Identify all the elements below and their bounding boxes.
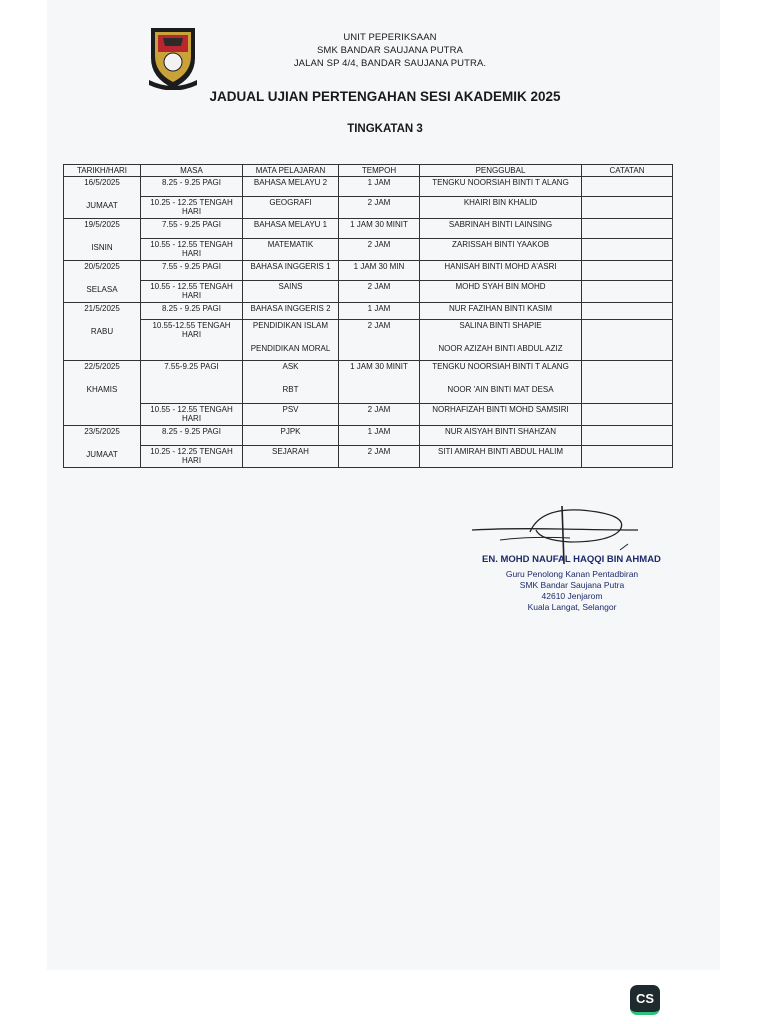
school-name: SMK BANDAR SAUJANA PUTRA [317, 45, 463, 56]
form-level: TINGKATAN 3 [347, 123, 423, 135]
column-header: TARIKH/HARI [64, 165, 141, 177]
notes-cell [582, 404, 673, 426]
subject-cell [243, 320, 339, 361]
signatory-school: SMK Bandar Saujana Putra [519, 580, 625, 590]
time-cell: 8.25 - 9.25 PAGI [141, 426, 243, 446]
column-header: TEMPOH [339, 165, 420, 177]
subject-option: PENDIDIKAN MORAL [250, 344, 331, 353]
unit-name: UNIT PEPERIKSAAN [343, 32, 437, 43]
table-row [64, 446, 673, 468]
subject-cell: SEJARAH [243, 446, 339, 468]
time-cell: 10.55 - 12.55 TENGAH HARI [141, 239, 243, 261]
time-cell: 10.55 - 12.55 TENGAH HARI [141, 281, 243, 303]
subject-option: PENDIDIKAN ISLAM [252, 321, 329, 330]
school-crest-logo [145, 22, 201, 90]
setter-name: NOOR 'AIN BINTI MAT DESA [447, 385, 554, 394]
table-row [64, 361, 673, 404]
notes-cell [582, 281, 673, 303]
camscanner-badge: CS [630, 985, 660, 1015]
setter-cell: TENGKU NOORSIAH BINTI T ALANG [420, 177, 582, 197]
table-row [64, 404, 673, 426]
duration-cell: 2 JAM [339, 239, 420, 261]
table-row [64, 197, 673, 219]
date-day-cell [64, 261, 141, 303]
notes-cell [582, 219, 673, 239]
date-day-cell [64, 361, 141, 426]
setter-cell: SITI AMIRAH BINTI ABDUL HALIM [420, 446, 582, 468]
table-row [64, 177, 673, 197]
duration-cell: 1 JAM [339, 177, 420, 197]
subject-cell: SAINS [243, 281, 339, 303]
signatory-location: Kuala Langat, Selangor [527, 602, 617, 612]
setter-cell: HANISAH BINTI MOHD A'ASRI [420, 261, 582, 281]
time-cell: 8.25 - 9.25 PAGI [141, 303, 243, 320]
duration-cell: 2 JAM [339, 197, 420, 219]
table-header-row [64, 165, 673, 177]
exam-date: 16/5/2025 [84, 178, 120, 187]
table-row [64, 281, 673, 303]
time-cell: 10.55-12.55 TENGAH HARI [141, 320, 243, 361]
subject-cell: PSV [243, 404, 339, 426]
duration-cell: 1 JAM 30 MINIT [339, 219, 420, 239]
setter-name: SALINA BINTI SHAPIE [459, 321, 542, 330]
duration-cell: 1 JAM [339, 426, 420, 446]
table-row [64, 303, 673, 320]
setter-cell: NUR FAZIHAN BINTI KASIM [420, 303, 582, 320]
duration-cell: 1 JAM [339, 303, 420, 320]
duration-cell: 1 JAM 30 MIN [339, 261, 420, 281]
time-cell: 8.25 - 9.25 PAGI [141, 177, 243, 197]
notes-cell [582, 261, 673, 281]
duration-cell: 1 JAM 30 MINIT [339, 361, 420, 404]
subject-option: ASK [282, 362, 299, 371]
subject-cell: MATEMATIK [243, 239, 339, 261]
signatory-name: EN. MOHD NAUFAL HAQQI BIN AHMAD [482, 554, 661, 565]
signatory-postcode: 42610 Jenjarom [541, 591, 603, 601]
column-header: CATATAN [582, 165, 673, 177]
notes-cell [582, 197, 673, 219]
table-row [64, 219, 673, 239]
notes-cell [582, 320, 673, 361]
table-row [64, 426, 673, 446]
duration-cell: 2 JAM [339, 281, 420, 303]
date-day-cell [64, 303, 141, 361]
time-cell: 10.25 - 12.25 TENGAH HARI [141, 446, 243, 468]
column-header: MASA [141, 165, 243, 177]
notes-cell [582, 239, 673, 261]
date-day-cell [64, 219, 141, 261]
setter-cell: NUR AISYAH BINTI SHAHZAN [420, 426, 582, 446]
time-cell: 7.55 - 9.25 PAGI [141, 261, 243, 281]
setter-cell: KHAIRI BIN KHALID [420, 197, 582, 219]
exam-date: 20/5/2025 [84, 262, 120, 271]
exam-date: 19/5/2025 [84, 220, 120, 229]
setter-name: NOOR AZIZAH BINTI ABDUL AZIZ [438, 344, 563, 353]
signatory-title: Guru Penolong Kanan Pentadbiran [505, 569, 639, 579]
setter-cell [420, 320, 582, 361]
column-header: MATA PELAJARAN [243, 165, 339, 177]
duration-cell: 2 JAM [339, 446, 420, 468]
setter-name: TENGKU NOORSIAH BINTI T ALANG [432, 362, 569, 371]
notes-cell [582, 446, 673, 468]
exam-day: ISNIN [91, 243, 113, 252]
notes-cell [582, 426, 673, 446]
document-title: JADUAL UJIAN PERTENGAHAN SESI AKADEMIK 2025 [209, 89, 561, 104]
scanned-page [47, 0, 720, 970]
setter-cell: ZARISSAH BINTI YAAKOB [420, 239, 582, 261]
exam-date: 22/5/2025 [84, 362, 120, 371]
time-cell: 10.55 - 12.55 TENGAH HARI [141, 404, 243, 426]
setter-cell: MOHD SYAH BIN MOHD [420, 281, 582, 303]
exam-date: 23/5/2025 [84, 427, 120, 436]
subject-cell: PJPK [243, 426, 339, 446]
time-cell: 10.25 - 12.25 TENGAH HARI [141, 197, 243, 219]
time-cell: 7.55 - 9.25 PAGI [141, 219, 243, 239]
exam-day: SELASA [86, 285, 118, 294]
subject-cell: BAHASA MELAYU 1 [243, 219, 339, 239]
time-cell: 7.55-9.25 PAGI [141, 361, 243, 404]
exam-day: JUMAAT [86, 201, 118, 210]
notes-cell [582, 303, 673, 320]
exam-schedule-table [63, 164, 673, 468]
subject-cell [243, 361, 339, 404]
notes-cell [582, 361, 673, 404]
subject-option: RBT [282, 385, 299, 394]
duration-cell: 2 JAM [339, 404, 420, 426]
exam-day: KHAMIS [86, 385, 118, 394]
table-row [64, 239, 673, 261]
table-row [64, 261, 673, 281]
duration-cell: 2 JAM [339, 320, 420, 361]
exam-day: JUMAAT [86, 450, 118, 459]
setter-cell [420, 361, 582, 404]
subject-cell: BAHASA MELAYU 2 [243, 177, 339, 197]
setter-cell: SABRINAH BINTI LAINSING [420, 219, 582, 239]
setter-cell: NORHAFIZAH BINTI MOHD SAMSIRI [420, 404, 582, 426]
school-address: JALAN SP 4/4, BANDAR SAUJANA PUTRA. [293, 58, 487, 69]
date-day-cell [64, 177, 141, 219]
subject-cell: BAHASA INGGERIS 1 [243, 261, 339, 281]
exam-date: 21/5/2025 [84, 304, 120, 313]
notes-cell [582, 177, 673, 197]
column-header: PENGGUBAL [420, 165, 582, 177]
date-day-cell [64, 426, 141, 468]
exam-day: RABU [90, 327, 114, 336]
subject-cell: BAHASA INGGERIS 2 [243, 303, 339, 320]
subject-cell: GEOGRAFI [243, 197, 339, 219]
table-row [64, 320, 673, 361]
